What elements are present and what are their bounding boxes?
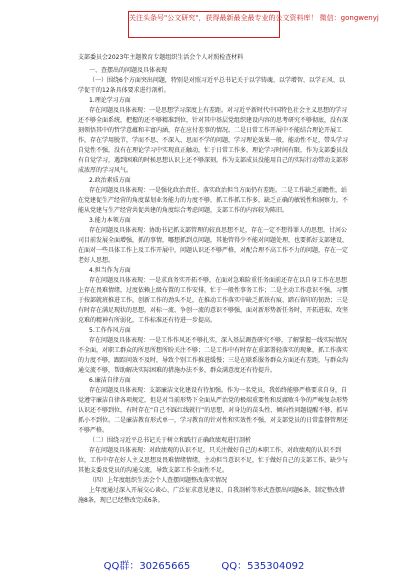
body-paragraph: 存在问题及具体表现：一是工作作风还不够扎实，深入基层调查研究不够，了解掌握一线实际情况不全面，对职工群众的所思所想所盼关注不够；二是工作中有时存在重部署轻落实的现象，抓工作落实的力度不够，跟踪问效不及时，导致个别工作推进缓慢；三是在联系服务群众方面还有差距，与群众沟通交流不够，帮助解决实际困难的措施办法不多，群众满意度还有待提升。 xyxy=(78,337,349,374)
section-heading: 2.政治素质方面 xyxy=(89,177,131,184)
section-heading: 3.能力本领方面 xyxy=(89,217,131,224)
contact-footer xyxy=(0,557,408,572)
document-paragraphs xyxy=(78,66,350,506)
body-paragraph: 存在问题及具体表现：协助书记抓支部管理的较真思想不足，存在一定不想得罪人的思想，甘河公司目前发展全面增强，抓的事情，哪想抓到点问题，其他管得少不能对问题处理，也要抓好支部建设，在面对一些具体工作上及工作开展中，问题认识还不够严格，对配合理不高工作不力的问题，存在一定老好人思想。 xyxy=(78,227,349,264)
section-heading: （二）围绕习近平总书记关于树立和践行正确政绩观进行剖析 xyxy=(89,437,252,444)
body-paragraph: 存在问题及具体表现：一是思想学习深度上有差距。对习近平新时代中国特色社会主义思想的学习还不够全面系统，把握的还不够精准到位，针对其中基层党组织建设内容的思考研究不够彻底，没有深刻领悟其中的哲学意蕴和丰富内涵，存在应付差事的情况。二是日常工作开展中不能结合理论开展工作，存在学用脱节，学而不思、不深入、思而不学的问题，学习理论效果一般，能动性不足，带头学习自觉性不强，没有在理论学习中实现真正触动，忙于日常工作多，理论学习时间有限，作为支部委员没有自觉学习，遇到困难的时候思想认识上还不够深刻，作为支部成员没能用自己的实际行动带动支部形成浓厚的学习风气。 xyxy=(78,107,349,174)
promo-banner xyxy=(128,11,379,38)
document-title: 支部委员会2023年主题教育专题组织生活会个人对照检查材料 xyxy=(78,54,244,61)
document-body xyxy=(78,53,350,506)
body-paragraph: 存在问题及具体表现：一是求真务实开拓不够，在面对急难险重任务面前还存在以自身工作在思想上存在畏难情绪，过度依赖上级布置的工作安排，忙于一般性事务工作；二是主动工作意识不强，习惯于按部就班推进工作，创新工作的劲头不足，在推动工作落实中缺乏抓铁有痕、踏石留印的韧劲；三是有时存在满足现状的思想，对标一流、争创一流的意识不够强，面对新形势新任务时，开拓进取、攻坚克难的精神有所弱化，工作标准还有待进一步提高。 xyxy=(78,277,349,324)
qq-group: QQ群：30265665 xyxy=(103,561,191,572)
body-paragraph: 存在问题及具体表现：对政绩观的认识不足。只关注做好自己的本职工作，对政绩观的认识不到位，工作中存在好人主义思想及畏难情绪情绪，主动担当意识不足，忙于做好自己的支部工作，缺少与其他支委及党员的沟通交流，导致支部工作全面性不足。 xyxy=(78,447,349,474)
section-heading: 5.工作作风方面 xyxy=(89,327,131,334)
body-paragraph: 存在问题及具体表现：支部廉洁文化建设有待加强。作为一名党员，我始终能够严格要求自身，自觉遵守廉洁自律各项规定，但是对当前形势下全面从严治党的极端重要性和反腐败斗争的严峻复杂形势认识还不够到位，有时存在“自己不踩红线就行”的思想，对身边的苗头性、倾向性问题提醒不够，抓早抓小不到位。二是廉洁教育形式单一，学习教育的针对性和实效性不强，对支部党员的日常监督管理还不够严格。 xyxy=(78,387,349,434)
section-heading: 1.理论学习方面 xyxy=(89,97,131,104)
body-paragraph: 上年度通过深入开展交心谈心、广泛征求意见建议、自我剖析等形式查摆出问题6条，制定整改措施8条，现已已经整改完成6条。 xyxy=(78,487,345,504)
body-paragraph: （一）围绕6个方面突出问题，特别是对照习近平总书记关于以学铸魂、以学增智、以学正风、以学促干的12条具体要求进行剖析。 xyxy=(78,77,345,94)
section-heading: 6.廉洁自律方面 xyxy=(89,377,131,384)
qq-contact: QQ：535304092 xyxy=(221,561,305,572)
section-heading: 4.担当作为方面 xyxy=(89,267,131,274)
section-heading: （四）上年度组织生活会个人查摆问题整改落实情况 xyxy=(89,477,228,484)
section-heading: 一、查摆出的问题及具体表现 xyxy=(89,67,168,74)
banner-line-1: 关注头条号"公文研究"，获得最新最全最专业的公文资料库！ 微信：gongwenyj xyxy=(129,14,379,22)
body-paragraph: 存在问题及具体表现：一是强化政治责任、落实政治担当方面仍有差距。二是工作缺乏前瞻性，站在党建促生产经营的角度谋划业务能力的力度不够，抓工作抓工作多，缺乏正确的敏锐性和洞察力，不能从党建与生产经营共促共建的角度综合考虑问题，支部工作的内容较为陈旧。 xyxy=(78,187,349,214)
